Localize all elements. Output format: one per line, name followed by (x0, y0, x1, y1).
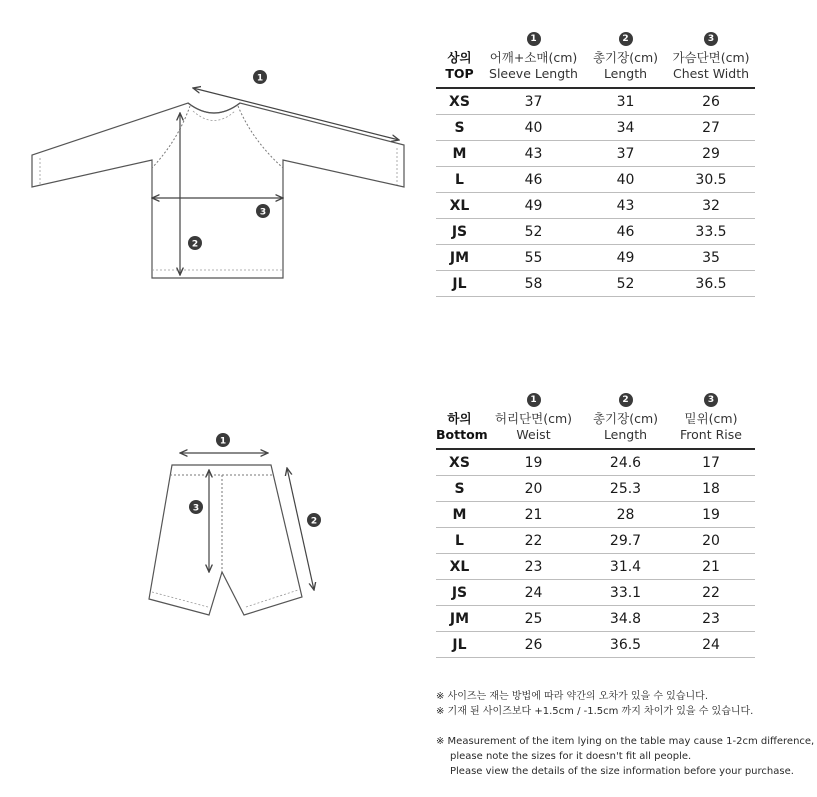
svg-text:3: 3 (259, 207, 267, 218)
table-row: L 22 29.7 20 (436, 528, 755, 554)
bottom-marker-2 (307, 513, 321, 527)
top-marker-2 (188, 236, 202, 250)
svg-text:1: 1 (219, 436, 227, 447)
column-number-badge: 1 (527, 393, 541, 407)
table-row: S 40 34 27 (436, 115, 755, 141)
column-header-chest-width: 가슴단면(cm) Chest Width (667, 48, 755, 88)
top-size-table (436, 28, 755, 297)
note-line: Please view the details of the size information before your purchase. (450, 766, 794, 777)
svg-text:2: 2 (310, 516, 318, 527)
svg-text:3: 3 (192, 503, 200, 514)
top-garment-illustration (0, 0, 420, 300)
column-number-badge: 3 (704, 32, 718, 46)
note-line: please note the sizes for it doesn't fit all people. (450, 751, 692, 762)
svg-text:1: 1 (256, 73, 264, 84)
column-number-badge: 3 (704, 393, 718, 407)
column-header-length: 총기장(cm) Length (584, 409, 667, 449)
note-line: ※ 기재 된 사이즈보다 +1.5cm / -1.5cm 까지 차이가 있을 수 있습니다. (436, 706, 754, 717)
column-header-front-rise: 밑위(cm) Front Rise (667, 409, 755, 449)
table-row: S 20 25.3 18 (436, 476, 755, 502)
bottom-shorts-outline (149, 465, 302, 615)
table-row: JS 52 46 33.5 (436, 219, 755, 245)
svg-text:2: 2 (191, 239, 199, 250)
category-header: 하의 Bottom (436, 409, 483, 449)
korean-notes (436, 689, 753, 719)
note-line: ※ Measurement of the item lying on the table may cause 1-2cm difference, (436, 736, 815, 747)
bottom-marker-1 (216, 433, 230, 447)
table-row: JL 26 36.5 24 (436, 632, 755, 658)
table-row: JM 25 34.8 23 (436, 606, 755, 632)
column-header-sleeve-length: 어깨+소매(cm) Sleeve Length (483, 48, 584, 88)
bottom-marker-3 (189, 500, 203, 514)
table-row: L 46 40 30.5 (436, 167, 755, 193)
column-header-waist: 허리단면(cm) Weist (483, 409, 584, 449)
table-row: XS 19 24.6 17 (436, 449, 755, 476)
top-marker-3 (256, 204, 270, 218)
column-number-badge: 2 (619, 32, 633, 46)
table-row: JM 55 49 35 (436, 245, 755, 271)
category-header: 상의 TOP (436, 48, 483, 88)
english-notes (436, 734, 814, 779)
table-row: XS 37 31 26 (436, 88, 755, 115)
table-row: XL 23 31.4 21 (436, 554, 755, 580)
table-row: M 21 28 19 (436, 502, 755, 528)
column-number-badge: 2 (619, 393, 633, 407)
column-header-length: 총기장(cm) Length (584, 48, 667, 88)
table-row: XL 49 43 32 (436, 193, 755, 219)
table-row: M 43 37 29 (436, 141, 755, 167)
bottom-size-table (436, 389, 755, 658)
note-line: ※ 사이즈는 재는 방법에 따라 약간의 오차가 있을 수 있습니다. (436, 691, 709, 702)
table-row: JL 58 52 36.5 (436, 271, 755, 297)
top-body-outline (32, 103, 404, 278)
bottom-garment-illustration (0, 400, 420, 630)
table-row: JS 24 33.1 22 (436, 580, 755, 606)
column-number-badge: 1 (527, 32, 541, 46)
top-marker-1 (253, 70, 267, 84)
